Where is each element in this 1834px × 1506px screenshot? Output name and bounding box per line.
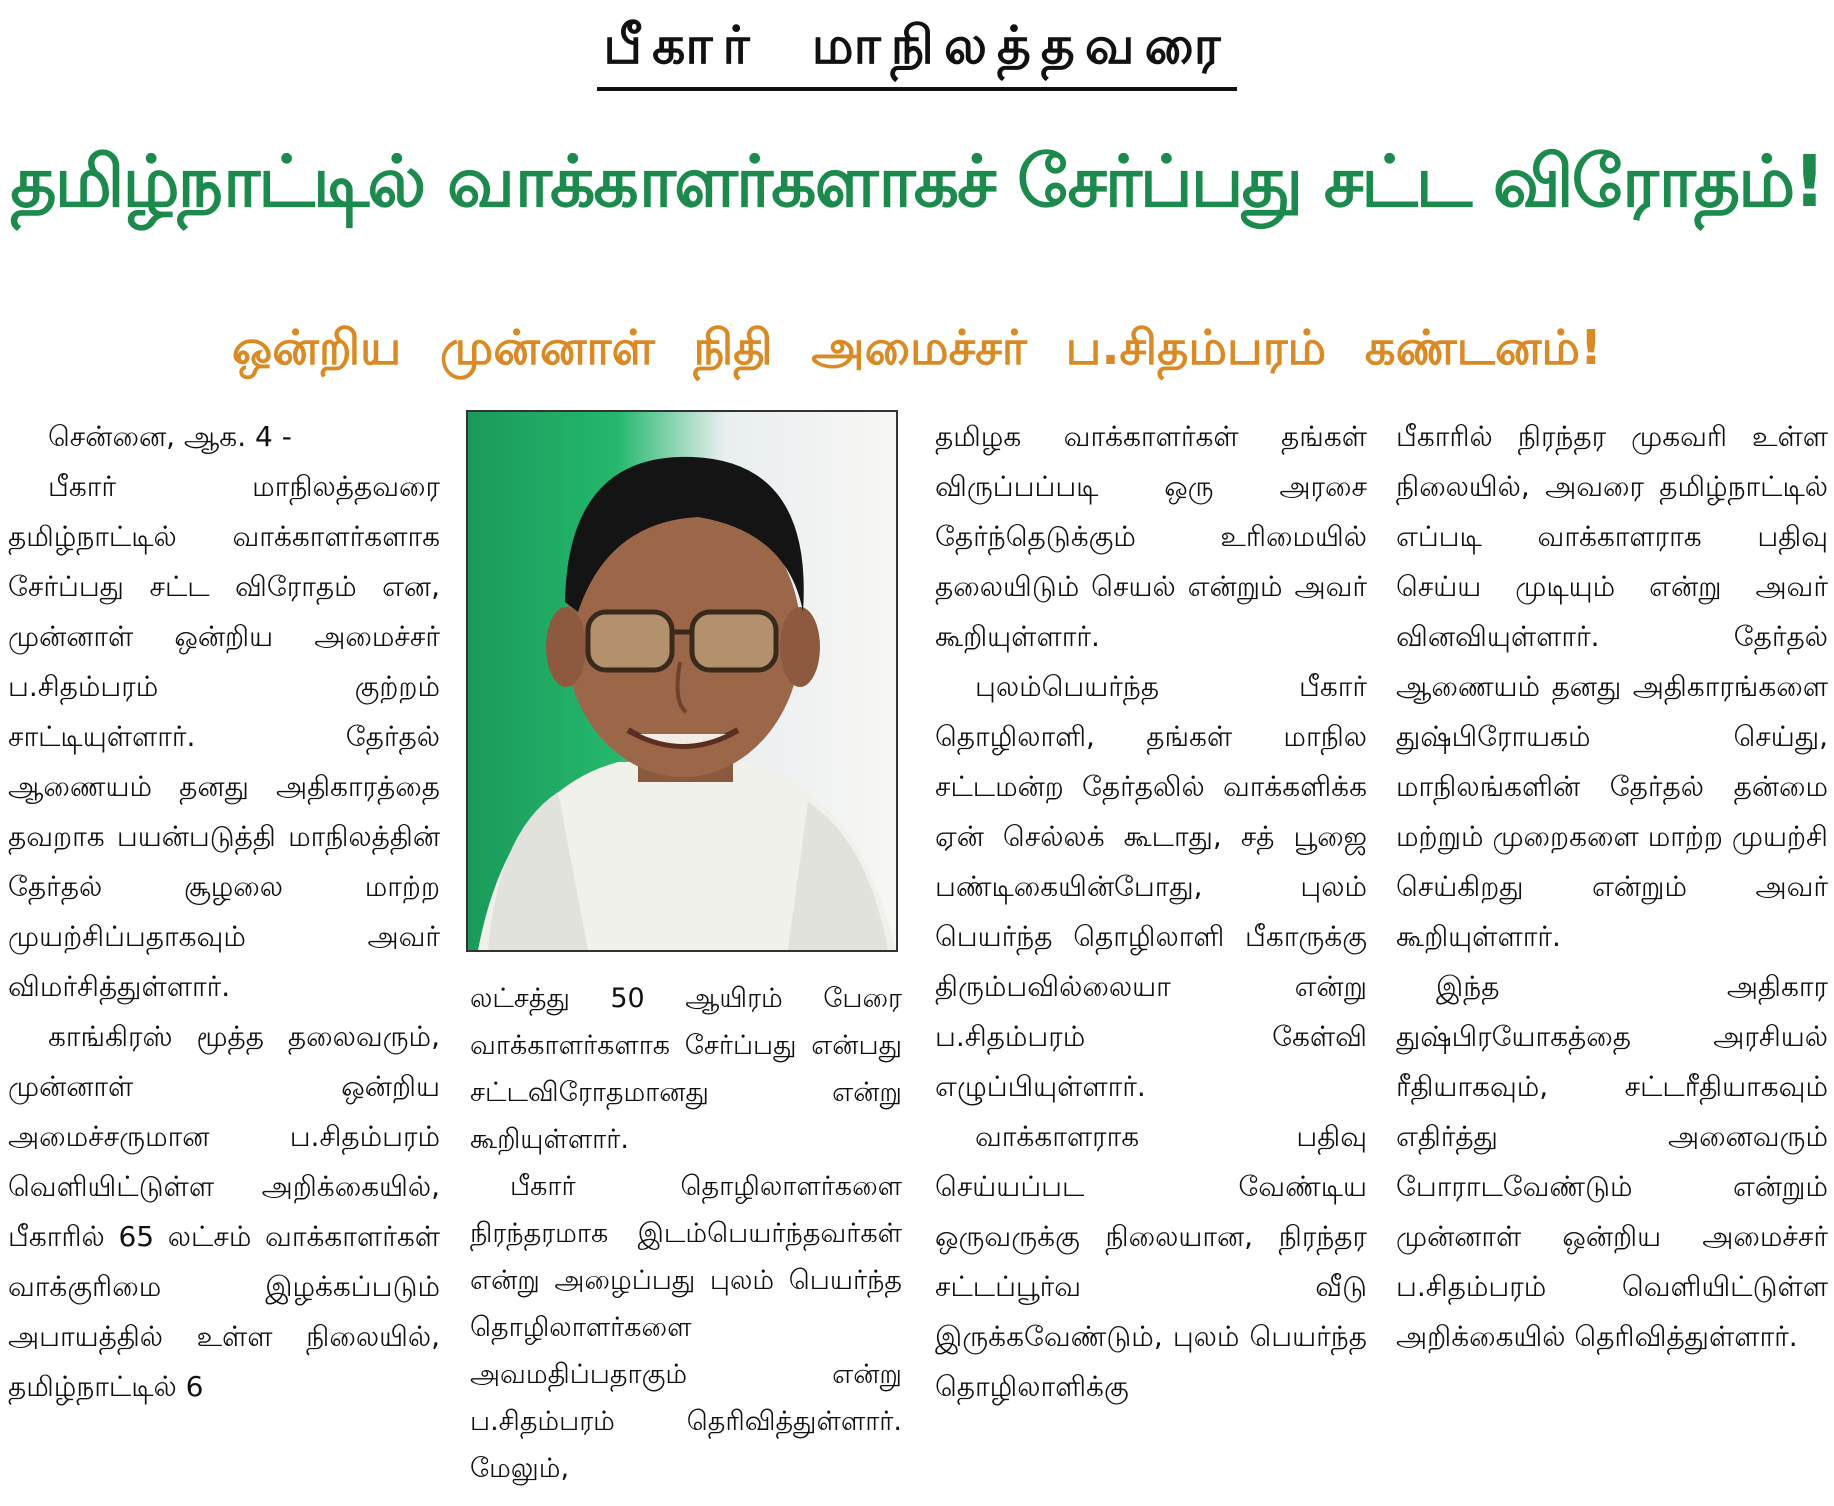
article-column-3 <box>935 412 1367 1412</box>
article-column-1 <box>8 412 440 1412</box>
paragraph: காங்கிரஸ் மூத்த தலைவரும், முன்னாள் ஒன்றிய அமைச்சருமான ப.சிதம்பரம் வெளியிட்டுள்ள அறிக்கையில், பீகாரில் 65 லட்சம் வாக்காளர்கள் வாக்குரிமை இழக்கப்படும் அபாயத்தில் உள்ள நிலையில், தமிழ்நாட்டில் 6 <box>8 1020 440 1403</box>
paragraph: வாக்காளராக பதிவு செய்யப்பட வேண்டிய ஒருவருக்கு நிலையான, நிரந்தர சட்டப்பூர்வ வீடு இருக்கவேண்டும், புலம் பெயர்ந்த தொழிலாளிக்கு <box>935 1120 1367 1403</box>
paragraph: புலம்பெயர்ந்த பீகார் தொழிலாளி, தங்கள் மாநில சட்டமன்ற தேர்தலில் வாக்களிக்க ஏன் செல்லக் கூடாது, சத் பூஜை பண்டிகையின்போது, புலம் பெயர்ந்த தொழிலாளி பீகாருக்கு திரும்பவில்லையா என்று ப.சிதம்பரம் கேள்வி எழுப்பியுள்ளார். <box>935 670 1367 1103</box>
article-column-2 <box>470 975 902 1492</box>
paragraph: பீகார் மாநிலத்தவரை தமிழ்நாட்டில் வாக்காளர்களாக சேர்ப்பது சட்ட விரோதம் என, முன்னாள் ஒன்றிய அமைச்சர் ப.சிதம்பரம் குற்றம் சாட்டியுள்ளார். தேர்தல் ஆணையம் தனது அதிகாரத்தை தவறாக பயன்படுத்தி மாநிலத்தின் தேர்தல் சூழலை மாற்ற முயற்சிப்பதாகவும் அவர் விமர்சித்துள்ளார். <box>8 470 440 1003</box>
kicker-text: பீகார் மாநிலத்தவரை <box>597 16 1236 91</box>
portrait-photo <box>466 410 898 952</box>
paragraph: இந்த அதிகார துஷ்பிரயோகத்தை அரசியல் ரீதியாகவும், சட்டரீதியாகவும் எதிர்த்து அனைவரும் போராடவேண்டும் என்றும் முன்னாள் ஒன்றிய அமைச்சர் ப.சிதம்பரம் வெளியிட்டுள்ள அறிக்கையில் தெரிவித்துள்ளார். <box>1396 970 1828 1353</box>
kicker-heading <box>0 16 1834 91</box>
dateline: சென்னை, ஆக. 4 - <box>48 420 292 453</box>
paragraph: லட்சத்து 50 ஆயிரம் பேரை வாக்காளர்களாக சேர்ப்பது என்பது சட்டவிரோதமானது என்று கூறியுள்ளார். <box>470 983 902 1155</box>
paragraph: தமிழக வாக்காளர்கள் தங்கள் விருப்பப்படி ஒரு அரசை தேர்ந்தெடுக்கும் உரிமையில் தலையிடும் செயல் என்றும் அவர் கூறியுள்ளார். <box>935 420 1367 653</box>
subheadline: ஒன்றிய முன்னாள் நிதி அமைச்சர் ப.சிதம்பரம் கண்டனம்! <box>232 320 1602 376</box>
headline: தமிழ்நாட்டில் வாக்காளர்களாகச் சேர்ப்பது சட்ட விரோதம்! <box>10 140 1824 223</box>
article-column-4 <box>1396 412 1828 1362</box>
paragraph: பீகார் தொழிலாளர்களை நிரந்தரமாக இடம்பெயர்ந்தவர்கள் என்று அழைப்பது புலம் பெயர்ந்த தொழிலாளர்களை அவமதிப்பதாகும் என்று ப.சிதம்பரம் தெரிவித்துள்ளார். மேலும், <box>470 1171 902 1484</box>
portrait-illustration <box>468 412 896 950</box>
paragraph: பீகாரில் நிரந்தர முகவரி உள்ள நிலையில், அவரை தமிழ்நாட்டில் எப்படி வாக்காளராக பதிவு செய்ய முடியும் என்று அவர் வினவியுள்ளார். தேர்தல் ஆணையம் தனது அதிகாரங்களை துஷ்பிரோயகம் செய்து, மாநிலங்களின் தேர்தல் தன்மை மற்றும் முறைகளை மாற்ற முயற்சி செய்கிறது என்றும் அவர் கூறியுள்ளார். <box>1396 420 1828 953</box>
